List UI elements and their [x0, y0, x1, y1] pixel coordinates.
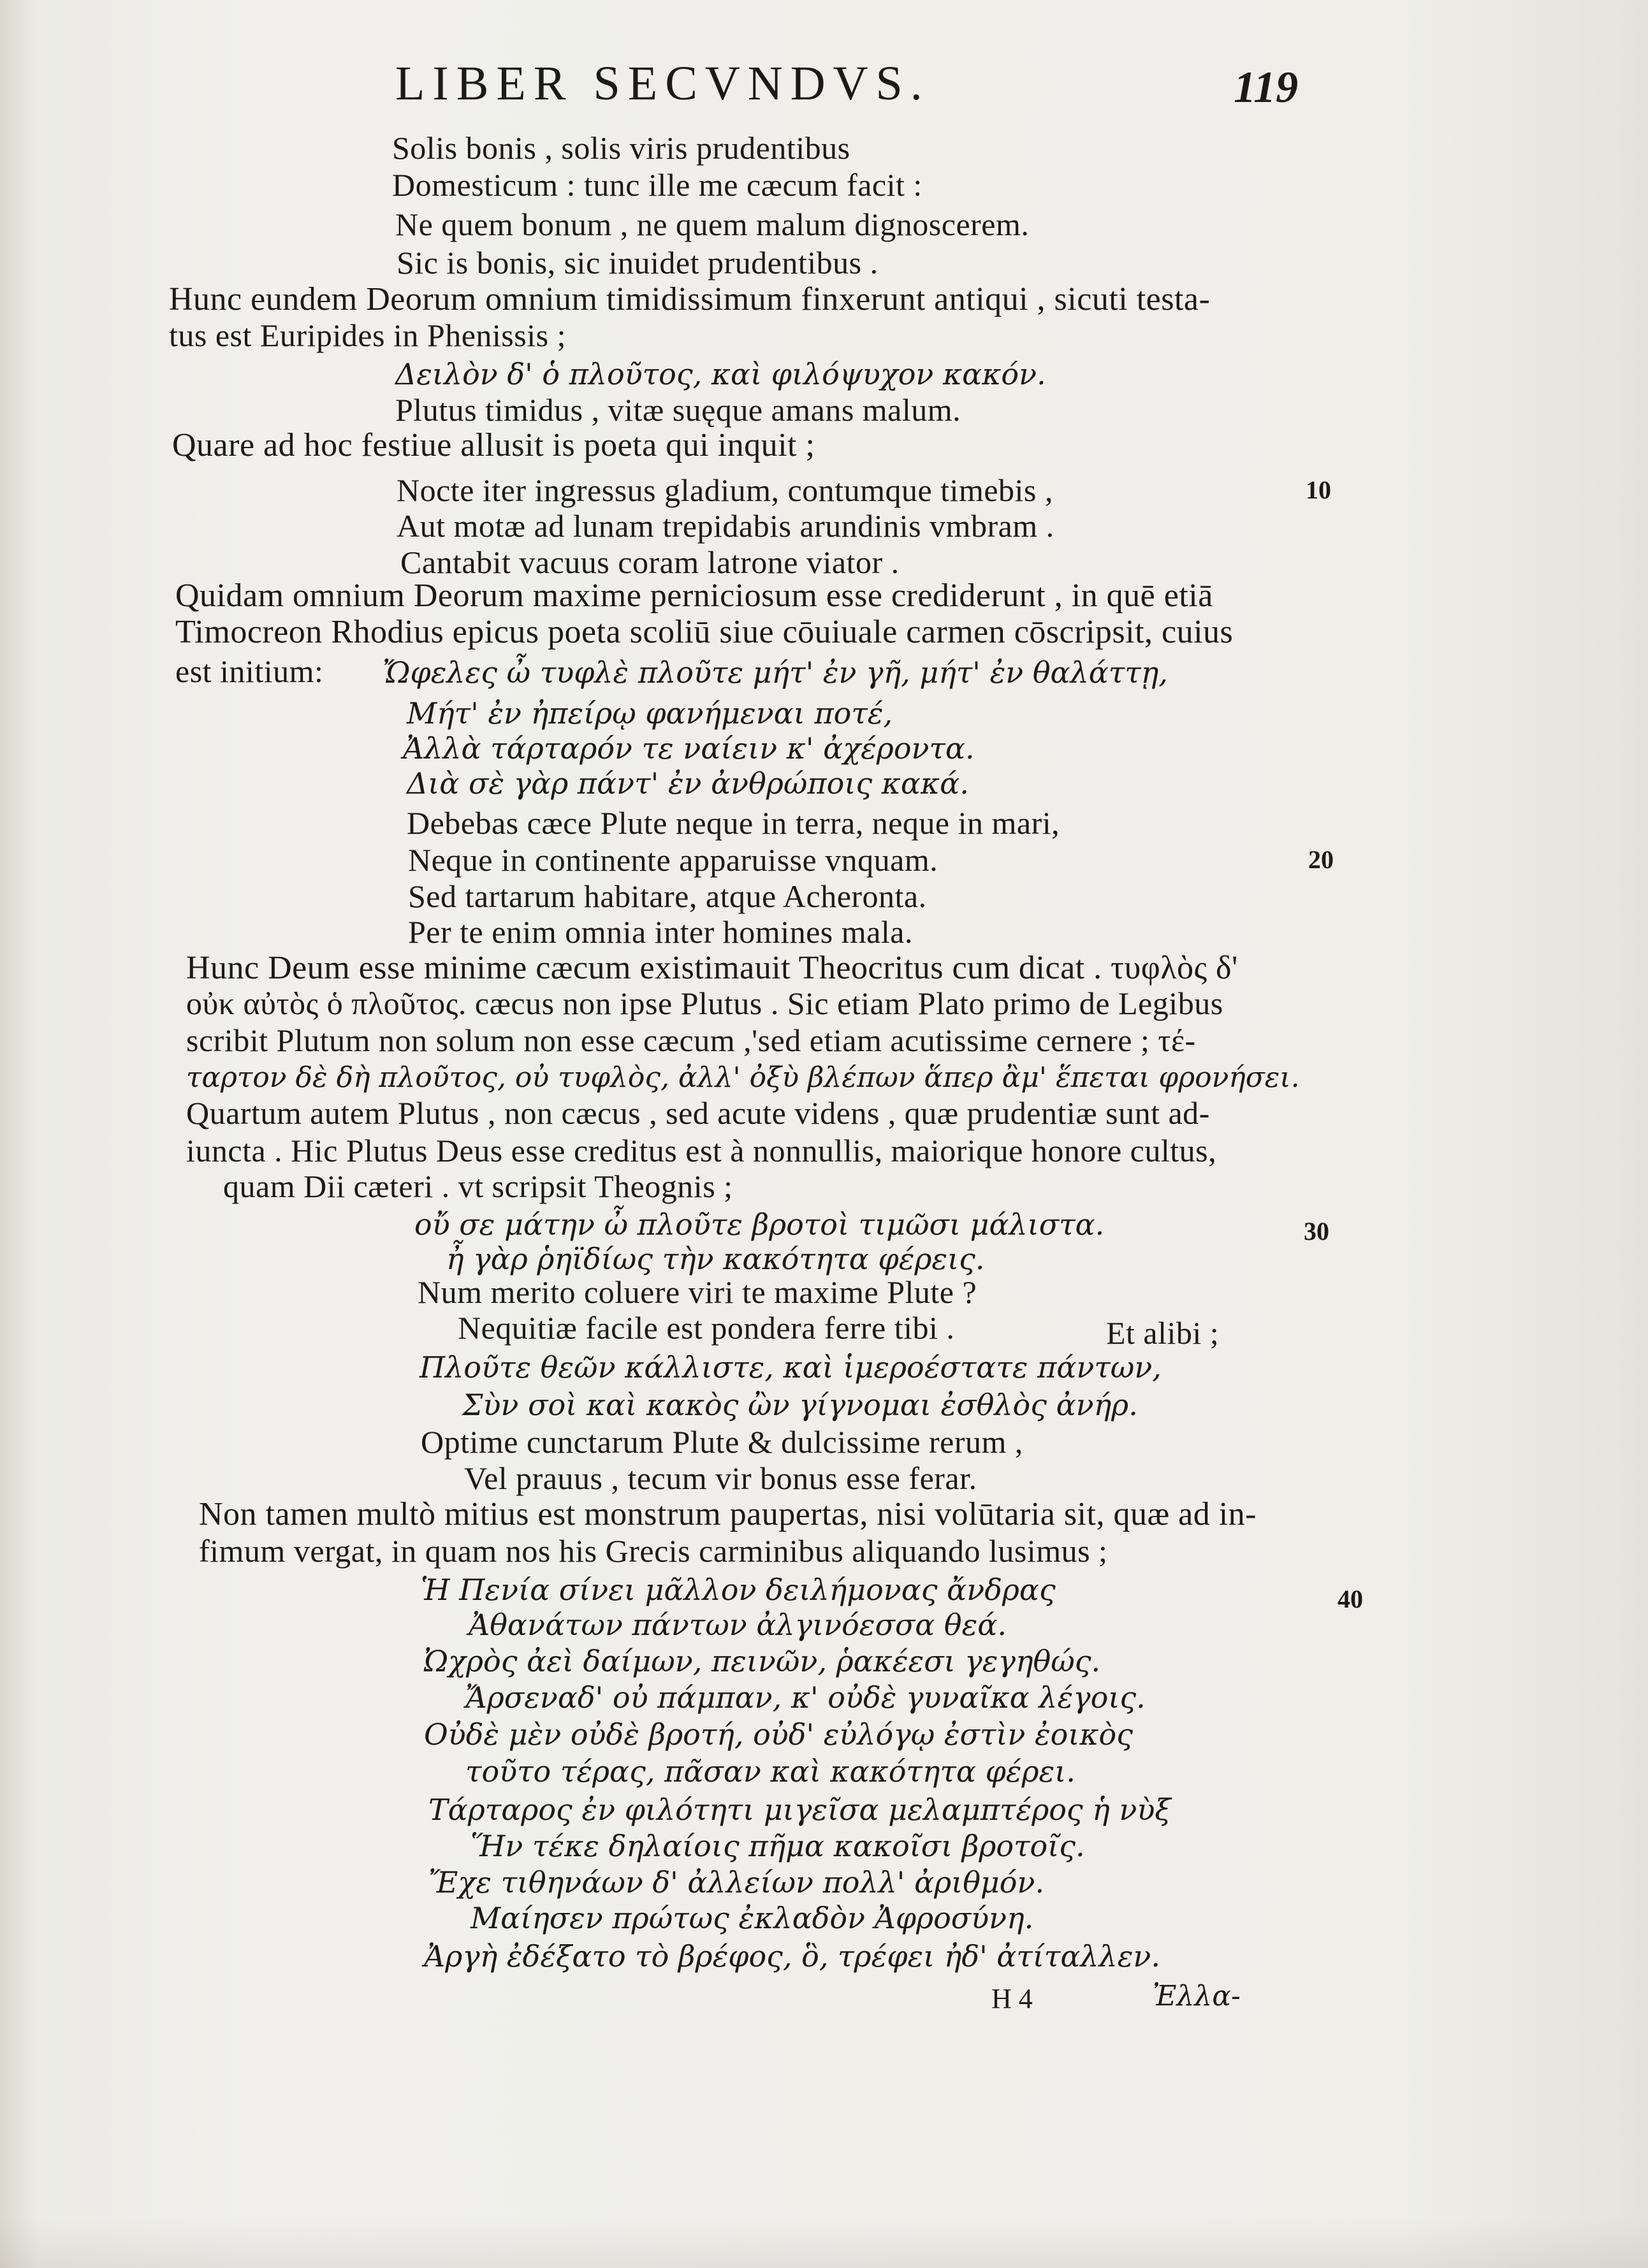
text-line: Timocreon Rhodius epicus poeta scoliū siue cōuiuale carmen cōscripsit, cuius: [175, 614, 1234, 650]
greek-line: Σὺν σοὶ καὶ κακὸς ὢν γίγνομαι ἐσθλὸς ἀνήρ.: [462, 1388, 1138, 1422]
greek-line: Ὤφελες ὦ τυφλὲ πλοῦτε μήτ' ἐν γῆ, μήτ' ἐν θαλάττῃ,: [383, 655, 1168, 690]
text-line: Vel prauus , tecum vir bonus esse ferar.: [464, 1460, 977, 1496]
catchword: Ἐλλα-: [1153, 1980, 1241, 2012]
text-line: Quartum autem Plutus , non cæcus , sed acute videns , quæ prudentiæ sunt ad-: [186, 1095, 1210, 1131]
greek-line: οὔ σε μάτην ὦ πλοῦτε βροτοὶ τιμῶσι μάλιστα.: [414, 1207, 1105, 1242]
greek-line: ταρτον δὲ δὴ πλοῦτος, οὐ τυφλὸς, ἀλλ' ὀξὺ βλέπων ἅπερ ἂμ' ἕπεται φρονήσει.: [186, 1061, 1300, 1094]
text-line: quam Dii cæteri . vt scripsit Theognis ;: [223, 1168, 733, 1204]
greek-line: Διὰ σὲ γὰρ πάντ' ἐν ἀνθρώποις κακά.: [407, 766, 969, 801]
text-line: Sed tartarum habitare, atque Acheronta.: [408, 878, 927, 914]
text-line: Quidam omnium Deorum maxime perniciosum esse crediderunt , in quē etiā: [175, 578, 1213, 614]
greek-line: Μήτ' ἐν ἠπείρῳ φανήμεναι ποτέ,: [407, 696, 893, 731]
text-line: fimum vergat, in quam nos his Grecis carminibus aliquando lusimus ;: [199, 1533, 1108, 1569]
text-line: οὐκ αὐτὸς ὁ πλοῦτος. cæcus non ipse Plutus . Sic etiam Plato primo de Legibus: [186, 985, 1223, 1021]
text-line: Nocte iter ingressus gladium, contumque timebis ,: [397, 472, 1053, 508]
greek-line: Ἀλλὰ τάρταρόν τε ναίειν κ' ἀχέροντα.: [403, 731, 975, 766]
text-line: Neque in continente apparuisse vnquam.: [408, 842, 938, 878]
line-number-marker: 10: [1306, 476, 1331, 504]
greek-line: Τάρταρος ἐν φιλότητι μιγεῖσα μελαμπτέρος ἡ νὺξ: [428, 1792, 1171, 1827]
greek-line: ἦ γὰρ ῥηϊδίως τὴν κακότητα φέρεις.: [446, 1242, 985, 1276]
text-line: Ne quem bonum , ne quem malum dignoscerem.: [395, 207, 1030, 242]
greek-line: Ἔχε τιθηνάων δ' ἀλλείων πολλ' ἀριθμόν.: [428, 1865, 1045, 1900]
text-line: Sic is bonis, sic inuidet prudentibus .: [397, 245, 879, 280]
text-line: Hunc eundem Deorum omnium timidissimum finxerunt antiqui , sicuti testa-: [169, 281, 1211, 317]
text-line: Debebas cæce Plute neque in terra, neque in mari,: [407, 805, 1060, 841]
greek-line: Ἀθανάτων πάντων ἀλγινόεσσα θεά.: [469, 1608, 1007, 1642]
text-line: Aut motæ ad lunam trepidabis arundinis vmbram .: [397, 508, 1054, 544]
signature-mark: H 4: [991, 1983, 1033, 2014]
line-number-marker: 40: [1338, 1585, 1363, 1613]
greek-line: τοῦτο τέρας, πᾶσαν καὶ κακότητα φέρει.: [465, 1754, 1076, 1789]
greek-line: Οὐδὲ μὲν οὐδὲ βροτή, οὐδ' εὐλόγῳ ἐστὶν ἐοικὸς: [424, 1717, 1134, 1752]
greek-line: Ἥν τέκε δηλαίοις πῆμα κακοῖσι βροτοῖς.: [470, 1829, 1085, 1863]
text-line: Solis bonis , solis viris prudentibus: [392, 130, 850, 166]
greek-line: Ἡ Πενία σίνει μᾶλλον δειλήμονας ἄνδρας: [421, 1573, 1056, 1607]
text-line: Optime cunctarum Plute & dulcissime rerum ,: [421, 1424, 1023, 1460]
text-line: iuncta . Hic Plutus Deus esse creditus est à nonnullis, maiorique honore cultus,: [186, 1133, 1217, 1168]
text-line: Num merito coluere viri te maxime Plute ?: [418, 1274, 977, 1310]
running-head: LIBER SECVNDVS.: [395, 57, 930, 110]
text-line: Non tamen multò mitius est monstrum paupertas, nisi volūtaria sit, quæ ad in-: [199, 1496, 1257, 1532]
text-line: tus est Euripides in Phenissis ;: [169, 317, 566, 353]
line-number-marker: 20: [1308, 845, 1334, 874]
text-line: Nequitiæ facile est pondera ferre tibi .: [458, 1310, 955, 1346]
greek-line: Μαίησεν πρώτως ἐκλαδὸν Ἀφροσύνη.: [470, 1901, 1034, 1935]
greek-line: Δειλὸν δ' ὁ πλοῦτος, καὶ φιλόψυχον κακόν.: [395, 357, 1046, 391]
text-line: scribit Plutum non solum non esse cæcum ,'sed etiam acutissime cernere ; τέ-: [186, 1022, 1196, 1058]
text-line: Cantabit vacuus coram latrone viator .: [400, 544, 900, 580]
line-number-marker: 30: [1304, 1217, 1329, 1246]
page-edge-shadow: [0, 2218, 1648, 2268]
text-line: est initium:: [175, 653, 324, 689]
text-line: Quare ad hoc festiue allusit is poeta qui inquit ;: [172, 427, 815, 463]
text-line: Et alibi ;: [1106, 1315, 1220, 1351]
text-line: Hunc Deum esse minime cæcum existimauit Theocritus cum dicat . τυφλὸς δ': [186, 950, 1238, 986]
greek-line: Ὠχρὸς ἀεὶ δαίμων, πεινῶν, ῥακέεσι γεγηθώς.: [424, 1644, 1101, 1678]
greek-line: Ἄρσεναδ' οὐ πάμπαν, κ' οὐδὲ γυναῖκα λέγοις.: [465, 1680, 1146, 1715]
greek-line: Πλοῦτε θεῶν κάλλιστε, καὶ ἱμεροέστατε πάντων,: [419, 1350, 1162, 1385]
text-line: Plutus timidus , vitæ suęque amans malum.: [395, 392, 961, 428]
page-number: 119: [1234, 63, 1299, 112]
greek-line: Ἀργὴ ἐδέξατο τὸ βρέφος, ὃ, τρέφει ἠδ' ἀτίταλλεν.: [424, 1939, 1160, 1974]
text-line: Domesticum : tunc ille me cæcum facit :: [392, 167, 922, 203]
text-line: Per te enim omnia inter homines mala.: [408, 914, 913, 950]
